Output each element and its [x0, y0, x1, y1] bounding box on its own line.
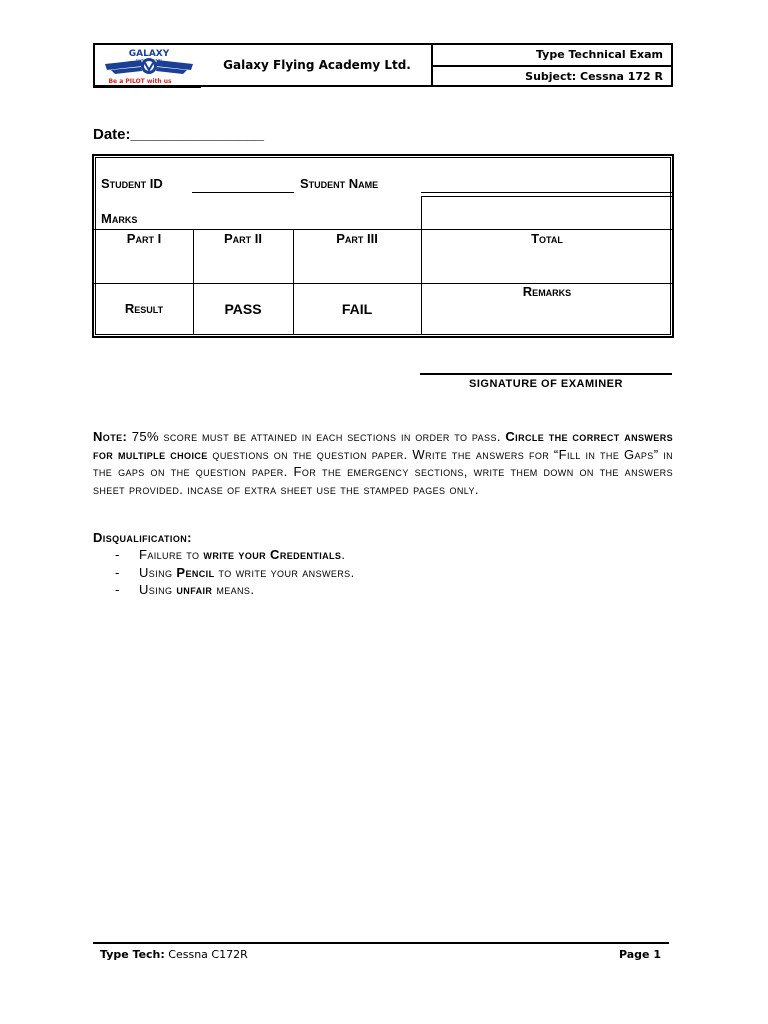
logo-text: GALAXY [128, 49, 170, 59]
student-id-field[interactable] [192, 192, 294, 193]
part-2-header: Part II [223, 231, 262, 246]
result-label: Result [124, 301, 164, 316]
list-item: - Using Pencil to write your answers. [115, 564, 355, 580]
grid-line-top [94, 229, 672, 230]
note-circle-instruction: Circle the correct answers for multiple choice [93, 429, 674, 462]
marks-label: Marks [101, 211, 138, 226]
logo-underline [93, 86, 201, 88]
note-score: 75% [131, 429, 159, 444]
pass-option[interactable]: PASS [224, 301, 262, 317]
page-number: Page 1 [618, 948, 661, 961]
signature-line[interactable] [420, 373, 672, 375]
remarks-label: Remarks [522, 284, 572, 299]
logo-subtext: FLYING ACADEMY [135, 58, 163, 62]
exam-subject: Subject: Cessna 172 R [525, 70, 663, 83]
note-text-2: questions on the question paper. Write the answers for “Fill in the Gaps” in the gaps on the question paper. For the emergency sections, write them down on the answers sheet provided. incase of extra sheet use the stamped pages only. [93, 446, 673, 497]
academy-name: Galaxy Flying Academy Ltd. [223, 58, 411, 72]
galaxy-logo [97, 46, 201, 86]
grid-col-3-upper [421, 196, 422, 229]
list-item: - Failure to write your Credentials. [115, 547, 346, 562]
logo-tagline: Be a PILOT with us [108, 78, 172, 85]
disqualification-title: Disqualification: [93, 530, 192, 545]
disqualification-list [115, 546, 355, 599]
footer-type-tech: Type Tech: Cessna C172R [100, 948, 248, 961]
list-item: - Using unfair means. [115, 582, 255, 597]
signature-label: SIGNATURE OF EXAMINER [469, 378, 623, 390]
student-name-label: Student Name [300, 176, 379, 191]
fail-option[interactable]: FAIL [341, 301, 373, 317]
student-id-label: Student ID [101, 176, 163, 191]
exam-note [93, 428, 673, 498]
part-3-header: Part III [336, 231, 378, 246]
student-name-field[interactable] [421, 192, 672, 193]
grid-line-upper-right [421, 196, 672, 197]
note-text-1: score must be attained in each sections in order to pass. [158, 429, 506, 444]
footer-rule [93, 942, 669, 944]
part-1-header: Part I [126, 231, 162, 246]
exam-info [431, 45, 671, 85]
document-header [93, 43, 673, 87]
note-label: Note: [93, 429, 128, 444]
exam-type: Type Technical Exam [433, 45, 671, 67]
total-header: Total [531, 231, 563, 246]
date-field[interactable]: Date:________________ [93, 126, 264, 143]
